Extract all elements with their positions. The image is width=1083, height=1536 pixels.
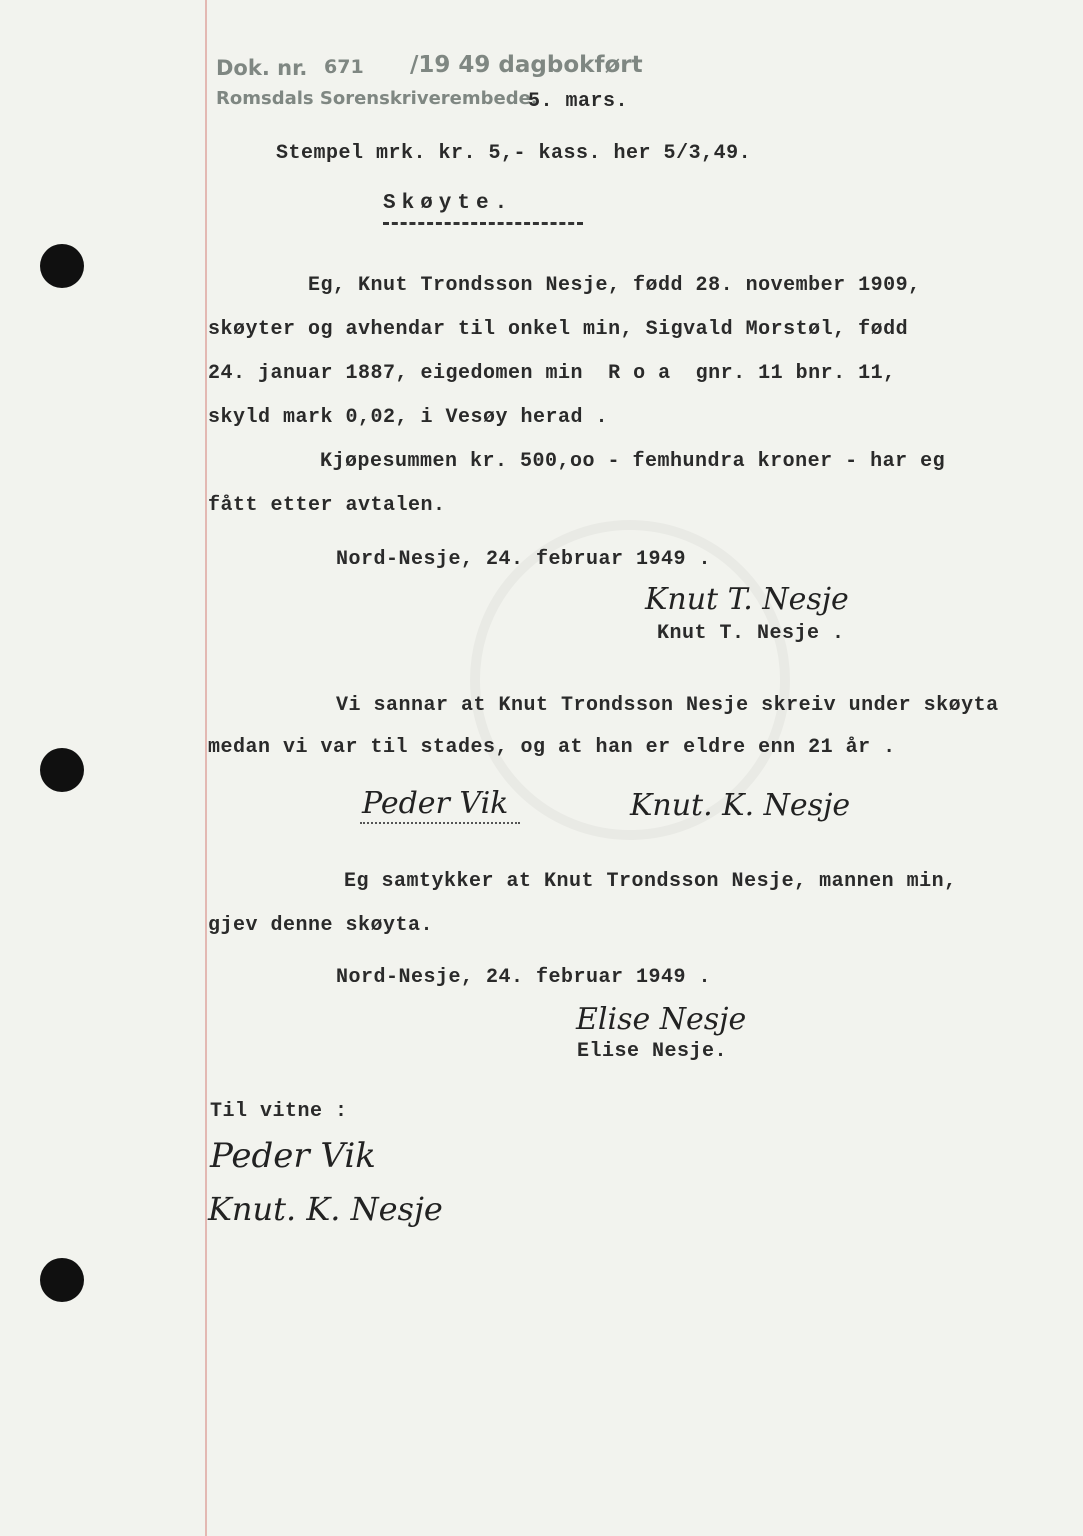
body-line: skyld mark 0,02, i Vesøy herad . [208, 406, 609, 429]
witness-signature-knut: Knut. K. Nesje [630, 788, 851, 823]
consent-line: Eg samtykker at Knut Trondsson Nesje, mannen min, [344, 870, 957, 893]
place-date: Nord-Nesje, 24. februar 1949 . [336, 966, 712, 989]
body-line: 24. januar 1887, eigedomen min R o a gnr. 11 bnr. 11, [208, 362, 896, 385]
final-signature-peder: Peder Vik [210, 1136, 376, 1176]
office-name: Romsdals Sorenskriverembede. [216, 88, 538, 109]
til-vitne-label: Til vitne : [210, 1100, 348, 1123]
punch-hole [40, 1258, 84, 1302]
dok-number: 671 [324, 56, 364, 78]
margin-line [205, 0, 207, 1536]
punch-hole [40, 748, 84, 792]
dok-year: /19 49 dagbokført [410, 52, 643, 78]
stamp-line: Stempel mrk. kr. 5,- kass. her 5/3,49. [276, 142, 752, 165]
typed-name: Elise Nesje. [577, 1040, 728, 1063]
consent-line: gjev denne skøyta. [208, 914, 434, 937]
witness-signature-peder: Peder Vik [362, 786, 509, 821]
body-line: Eg, Knut Trondsson Nesje, fødd 28. november 1909, [308, 274, 921, 297]
header-date: 5. mars. [528, 90, 629, 113]
witness-line: medan vi var til stades, og at han er eldre enn 21 år . [208, 736, 896, 759]
place-date: Nord-Nesje, 24. februar 1949 . [336, 548, 712, 571]
signature-dotted-line [360, 822, 520, 824]
document-title: Skøyte. [383, 192, 514, 215]
dok-label: Dok. nr. [216, 56, 308, 80]
witness-line: Vi sannar at Knut Trondsson Nesje skreiv under skøyta [336, 694, 999, 717]
signature-elise: Elise Nesje [576, 1002, 747, 1037]
body-line: Kjøpesummen kr. 500,oo - femhundra kroner - har eg [320, 450, 946, 473]
punch-hole [40, 244, 84, 288]
body-line: skøyter og avhendar til onkel min, Sigvald Morstøl, fødd [208, 318, 909, 341]
final-signature-knut: Knut. K. Nesje [208, 1190, 443, 1228]
title-underline [383, 222, 583, 225]
typed-name: Knut T. Nesje . [657, 622, 845, 645]
signature-knut: Knut T. Nesje [645, 582, 849, 617]
body-line: fått etter avtalen. [208, 494, 446, 517]
